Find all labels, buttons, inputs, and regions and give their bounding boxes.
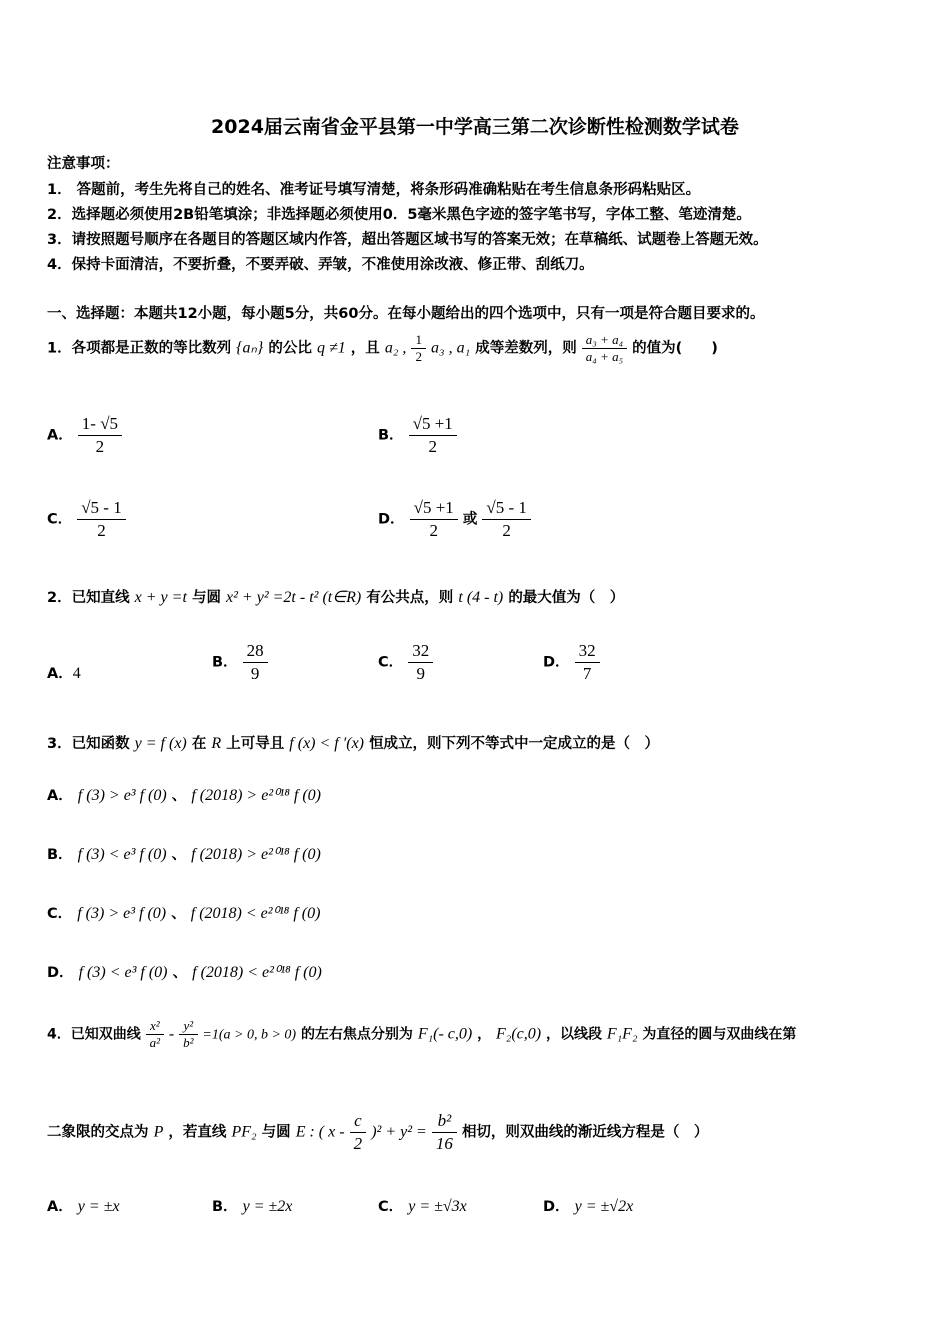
question-3-stem: 3．已知函数 y = f (x) 在 R 上可导且 f (x) < f ′(x) 恒成立，则下列不等式中一定成立的是（ ） — [47, 735, 660, 752]
q1-terms: a₂ , — [384, 339, 407, 357]
q4-y-fraction: $\frac{\text{y²}}{\text{b²}}$ — [179, 1018, 197, 1051]
q1-text: 的值为( ) — [632, 340, 718, 357]
q1-condition: q ≠1 — [316, 339, 346, 357]
q1-a-fraction: $\frac{1- √5}{2}$ — [78, 413, 122, 458]
q1-option-d: D． $\frac{√5 +1}{2}$ 或 $\frac{√5 - 1}{2}$ — [378, 497, 531, 542]
q3-option-a: A． f (3) > e³ f (0) 、 f (2018) > e²⁰¹⁸ f (0) — [47, 787, 321, 804]
q4-x-fraction: $\frac{\text{x²}}{\text{a²}}$ — [146, 1018, 164, 1051]
notice-item: 4．保持卡面清洁，不要折叠，不要弄破、弄皱，不准使用涂改液、修正带、刮纸刀。 — [47, 257, 594, 273]
q2-circle-equation: x² + y² =2t - t² (t∈R) — [226, 589, 362, 606]
q4-line-pf2: PF₂ — [231, 1123, 257, 1141]
q4-segment: F₁F₂ — [606, 1025, 638, 1043]
q4-focus-1: F₁(- c,0) — [417, 1025, 473, 1043]
q3-inequality: f (x) < f ′(x) — [289, 735, 364, 752]
q3-function: y = f (x) — [134, 735, 187, 752]
q3-domain: R — [211, 735, 222, 752]
q2-option-b: B． $\frac{28}{9}$ — [212, 640, 268, 685]
question-2-stem: 2．已知直线 x + y =t 与圆 x² + y² =2t - t² (t∈R) 有公共点，则 t (4 - t) 的最大值为（ ） — [47, 589, 625, 606]
question-4-stem-line2: 二象限的交点为 P ，若直线 PF₂ 与圆 E : ( x - $\frac{c}{2}$ )² + y² = $\frac{\text{b²}}{16}$ 相切，则双曲线的渐近线方程是（ ） — [47, 1111, 709, 1153]
section-heading: 一、选择题：本题共12小题，每小题5分，共60分。在每小题给出的四个选项中，只有一项是符合题目要求的。 — [47, 306, 765, 322]
q1-option-b: B． $\frac{√5 +1}{2}$ — [378, 413, 457, 458]
q3-option-c: C． f (3) > e³ f (0) 、 f (2018) < e²⁰¹⁸ f (0) — [47, 905, 321, 922]
q2-option-c: C． $\frac{32}{9}$ — [378, 640, 433, 685]
q4-option-b: B． y = ±2x — [212, 1198, 293, 1215]
q1-text: 的公比 — [268, 340, 312, 357]
q1-b-fraction: $\frac{√5 +1}{2}$ — [409, 413, 457, 458]
q1-terms: a₃ , a₁ — [431, 339, 471, 357]
q3-option-b: B． f (3) < e³ f (0) 、 f (2018) > e²⁰¹⁸ f (0) — [47, 846, 321, 863]
q1-sequence: {aₙ} — [236, 339, 264, 357]
q1-text: ，且 — [350, 340, 380, 357]
q2-expression: t (4 - t) — [458, 589, 504, 606]
q4-option-d: D． y = ±√2x — [543, 1198, 634, 1215]
notice-heading: 注意事项： — [47, 156, 120, 172]
q4-circle-e: E : ( x - — [295, 1123, 345, 1141]
notice-item: 3．请按照题号顺序在各题目的答题区域内作答，超出答题区域书写的答案无效；在草稿纸、试题卷上答题无效。 — [47, 232, 768, 248]
page-title: 2024届云南省金平县第一中学高三第二次诊断性检测数学试卷 — [211, 116, 739, 138]
q1-ratio-fraction: $\frac{\text{a₃ + a₄}}{\text{a₄ + a₅}}$ — [582, 332, 627, 365]
question-4-stem-line1: 4．已知双曲线 $\frac{\text{x²}}{\text{a²}}$ - $\frac{\text{y²}}{\text{b²}}$ =1(a > 0, b > 0) 的左右焦点分别为 F₁(- c,0) ， F₂(c,0) ，以线段 F₁F₂ 为直径的圆与双曲线在第 — [47, 1018, 797, 1050]
notice-item: 1． 答题前，考生先将自己的姓名、准考证号填写清楚，将条形码准确粘贴在考生信息条形码粘贴区。 — [47, 182, 701, 198]
q1-option-a: A． $\frac{1- √5}{2}$ — [47, 413, 122, 458]
q4-focus-2: F₂(c,0) — [495, 1025, 542, 1043]
q2-line-equation: x + y =t — [134, 589, 187, 606]
q2-d-fraction: $\frac{32}{7}$ — [575, 640, 600, 685]
q4-point-p: P — [153, 1123, 164, 1141]
q4-c-half-fraction: $\frac{c}{2}$ — [350, 1110, 367, 1155]
q1-text: 成等差数列，则 — [475, 340, 577, 357]
q1-d-fraction-2: $\frac{√5 - 1}{2}$ — [482, 497, 531, 542]
q1-text: 1．各项都是正数的等比数列 — [47, 340, 232, 357]
q4-option-a: A． y = ±x — [47, 1198, 120, 1215]
q3-option-d: D． f (3) < e³ f (0) 、 f (2018) < e²⁰¹⁸ f (0) — [47, 964, 322, 981]
q1-d-fraction-1: $\frac{√5 +1}{2}$ — [410, 497, 458, 542]
q1-half-fraction: $\frac{1}{2}$ — [411, 332, 426, 365]
question-1-stem — [47, 332, 718, 365]
q2-c-fraction: $\frac{32}{9}$ — [408, 640, 433, 685]
q2-b-fraction: $\frac{28}{9}$ — [243, 640, 268, 685]
q4-option-c: C． y = ±√3x — [378, 1198, 467, 1215]
q1-option-c: C． $\frac{√5 - 1}{2}$ — [47, 497, 126, 542]
q4-b-fraction: $\frac{\text{b²}}{16}$ — [432, 1110, 457, 1155]
q2-option-d: D． $\frac{32}{7}$ — [543, 640, 600, 685]
notice-item: 2．选择题必须使用2B铅笔填涂；非选择题必须使用0．5毫米黑色字迹的签字笔书写，字体工整、笔迹清楚。 — [47, 207, 751, 223]
q2-option-a: A．4 — [47, 665, 81, 682]
q1-c-fraction: $\frac{√5 - 1}{2}$ — [77, 497, 126, 542]
